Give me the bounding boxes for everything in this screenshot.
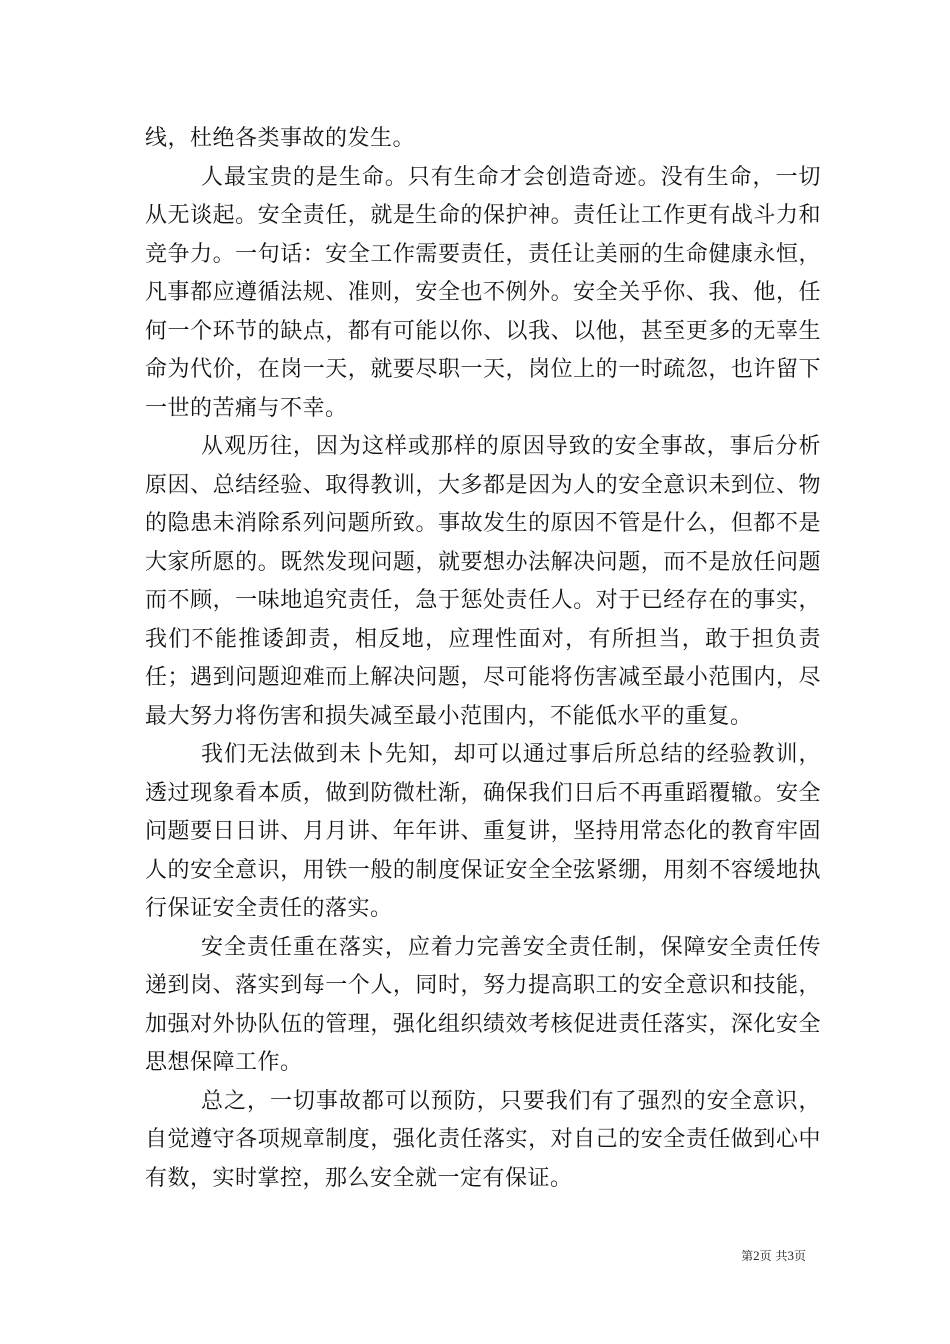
footer-total-pages: 3	[787, 1248, 794, 1263]
paragraph-3: 从观历往，因为这样或那样的原因导致的安全事故，事后分析原因、总结经验、取得教训，大多都是因为人的安全意识未到位、物的隐患未消除系列问题所致。事故发生的原因不管是什么，但都不是大家所愿的。既然发现问题，就要想办法解决问题，而不是放任问题而不顾，一味地追究责任，急于惩处责任人。对于已经存在的事实，我们不能推诿卸责，相反地，应理性面对，有所担当，敢于担负责任；遇到问题迎难而上解决问题，尽可能将伤害减至最小范围内，尽最大努力将伤害和损失减至最小范围内，不能低水平的重复。	[145, 434, 821, 729]
footer-current-page: 2	[753, 1248, 760, 1263]
page-footer	[0, 1248, 806, 1264]
paragraph-4: 我们无法做到未卜先知，却可以通过事后所总结的经验教训，透过现象看本质，做到防微杜渐，确保我们日后不再重蹈覆辙。安全问题要日日讲、月月讲、年年讲、重复讲，坚持用常态化的教育牢固人的安全意识，用铁一般的制度保证安全全弦紧绷，用刻不容缓地执行保证安全责任的落实。	[145, 742, 821, 921]
footer-middle: 页 共	[759, 1249, 788, 1263]
footer-prefix: 第	[741, 1249, 754, 1263]
paragraph-2: 人最宝贵的是生命。只有生命才会创造奇迹。没有生命，一切从无谈起。安全责任，就是生命的保护神。责任让工作更有战斗力和竞争力。一句话：安全工作需要责任，责任让美丽的生命健康永恒，凡事都应遵循法规、准则，安全也不例外。安全关乎你、我、他，任何一个环节的缺点，都有可能以你、以我、以他，甚至更多的无辜生命为代价，在岗一天，就要尽职一天，岗位上的一时疏忽，也许留下一世的苦痛与不幸。	[145, 164, 821, 421]
paragraph-6: 总之，一切事故都可以预防，只要我们有了强烈的安全意识，自觉遵守各项规章制度，强化责任落实，对自己的安全责任做到心中有数，实时掌控，那么安全就一定有保证。	[145, 1088, 821, 1191]
paragraph-1: 线，杜绝各类事故的发生。	[145, 126, 416, 151]
footer-suffix: 页	[793, 1249, 806, 1263]
document-body	[145, 120, 821, 1198]
paragraph-5: 安全责任重在落实，应着力完善安全责任制，保障安全责任传递到岗、落实到每一个人，同时，努力提高职工的安全意识和技能，加强对外协队伍的管理，强化组织绩效考核促进责任落实，深化安全思想保障工作。	[145, 934, 821, 1075]
